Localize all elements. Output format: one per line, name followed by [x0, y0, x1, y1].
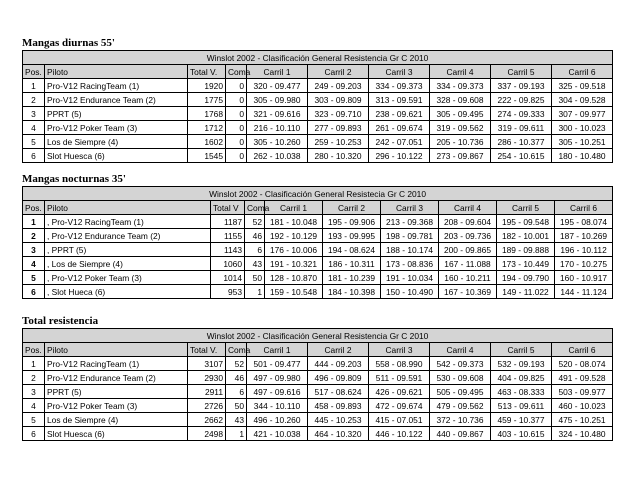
- lane-cell: 305 - 09.980: [247, 93, 308, 107]
- lane-cell: 426 - 09.621: [369, 385, 430, 399]
- lane-cell: 458 - 09.893: [308, 399, 369, 413]
- total-laps-cell: 1187: [211, 215, 245, 229]
- column-header: Carril 4: [430, 343, 491, 357]
- total-laps-cell: 953: [211, 285, 245, 299]
- lane-cell: 144 - 11.124: [555, 285, 613, 299]
- lane-cell: 280 - 10.320: [308, 149, 369, 163]
- coma-cell: 43: [245, 257, 265, 271]
- lane-cell: 325 - 09.518: [552, 79, 613, 93]
- coma-cell: 1: [226, 427, 247, 441]
- section-title: Total resistencia: [22, 315, 99, 327]
- driver-cell: , Slot Hueca (6): [45, 285, 211, 299]
- table-caption-row: [23, 187, 613, 201]
- lane-cell: 496 - 10.260: [247, 413, 308, 427]
- lane-cell: 444 - 09.203: [308, 357, 369, 371]
- total-laps-cell: 1014: [211, 271, 245, 285]
- lane-cell: 196 - 10.112: [555, 243, 613, 257]
- column-header: Carril 3: [369, 65, 430, 79]
- driver-cell: Pro-V12 RacingTeam (1): [45, 357, 188, 371]
- lane-cell: 188 - 10.174: [381, 243, 439, 257]
- lane-cell: 173 - 08.836: [381, 257, 439, 271]
- lane-cell: 277 - 09.893: [308, 121, 369, 135]
- lane-cell: 160 - 10.211: [439, 271, 497, 285]
- total-laps-cell: 1602: [188, 135, 226, 149]
- results-table: [22, 328, 613, 441]
- lane-cell: 463 - 08.333: [491, 385, 552, 399]
- column-header: Carril 3: [381, 201, 439, 215]
- lane-cell: 334 - 09.373: [430, 79, 491, 93]
- column-header: Piloto: [45, 343, 188, 357]
- lane-cell: 262 - 10.038: [247, 149, 308, 163]
- coma-cell: 0: [226, 107, 247, 121]
- lane-cell: 274 - 09.333: [491, 107, 552, 121]
- lane-cell: 464 - 10.320: [308, 427, 369, 441]
- lane-cell: 128 - 10.870: [265, 271, 323, 285]
- lane-cell: 511 - 09.591: [369, 371, 430, 385]
- lane-cell: 160 - 10.917: [555, 271, 613, 285]
- column-header: Pos.: [23, 201, 45, 215]
- total-laps-cell: 1712: [188, 121, 226, 135]
- lane-cell: 222 - 09.825: [491, 93, 552, 107]
- driver-cell: Pro-V12 Poker Team (3): [45, 121, 188, 135]
- lane-cell: 479 - 09.562: [430, 399, 491, 413]
- coma-cell: 0: [226, 93, 247, 107]
- column-header: Carril 5: [491, 343, 552, 357]
- lane-cell: 193 - 09.995: [323, 229, 381, 243]
- lane-cell: 321 - 09.616: [247, 107, 308, 121]
- lane-cell: 517 - 08.624: [308, 385, 369, 399]
- lane-cell: 242 - 07.051: [369, 135, 430, 149]
- table-row: [23, 107, 613, 121]
- column-header: Carril 5: [491, 65, 552, 79]
- lane-cell: 296 - 10.122: [369, 149, 430, 163]
- column-header: Carril 2: [308, 343, 369, 357]
- coma-cell: 43: [226, 413, 247, 427]
- column-header: Carril 2: [323, 201, 381, 215]
- total-laps-cell: 3107: [188, 357, 226, 371]
- driver-cell: Los de Siempre (4): [45, 413, 188, 427]
- lane-cell: 320 - 09.477: [247, 79, 308, 93]
- coma-cell: 0: [226, 121, 247, 135]
- lane-cell: 203 - 09.736: [439, 229, 497, 243]
- results-table: [22, 186, 613, 299]
- lane-cell: 181 - 10.239: [323, 271, 381, 285]
- driver-cell: Pro-V12 Endurance Team (2): [45, 93, 188, 107]
- lane-cell: 195 - 09.906: [323, 215, 381, 229]
- coma-cell: 0: [226, 79, 247, 93]
- lane-cell: 403 - 10.615: [491, 427, 552, 441]
- lane-cell: 180 - 10.480: [552, 149, 613, 163]
- lane-cell: 323 - 09.710: [308, 107, 369, 121]
- position-cell: 1: [23, 79, 45, 93]
- table-row: [23, 371, 613, 385]
- position-cell: 6: [23, 149, 45, 163]
- table-row: [23, 271, 613, 285]
- table-row: [23, 399, 613, 413]
- coma-cell: 50: [245, 271, 265, 285]
- coma-cell: 46: [226, 371, 247, 385]
- section-title: Mangas diurnas 55': [22, 37, 115, 49]
- lane-cell: 200 - 09.865: [439, 243, 497, 257]
- lane-cell: 208 - 09.604: [439, 215, 497, 229]
- position-cell: 5: [23, 135, 45, 149]
- total-laps-cell: 1768: [188, 107, 226, 121]
- column-header: Carril 3: [369, 343, 430, 357]
- driver-cell: , Pro-V12 RacingTeam (1): [45, 215, 211, 229]
- position-cell: 6: [23, 285, 45, 299]
- table-header-row: [23, 201, 613, 215]
- lane-cell: 195 - 08.074: [555, 215, 613, 229]
- position-cell: 2: [23, 229, 45, 243]
- lane-cell: 173 - 10.449: [497, 257, 555, 271]
- lane-cell: 216 - 10.110: [247, 121, 308, 135]
- driver-cell: Slot Huesca (6): [45, 427, 188, 441]
- table-caption-row: [23, 51, 613, 65]
- position-cell: 1: [23, 215, 45, 229]
- lane-cell: 459 - 10.377: [491, 413, 552, 427]
- table-row: [23, 215, 613, 229]
- lane-cell: 446 - 10.122: [369, 427, 430, 441]
- column-header: Carril 5: [497, 201, 555, 215]
- lane-cell: 530 - 09.608: [430, 371, 491, 385]
- position-cell: 3: [23, 385, 45, 399]
- position-cell: 5: [23, 271, 45, 285]
- coma-cell: 52: [245, 215, 265, 229]
- lane-cell: 305 - 09.495: [430, 107, 491, 121]
- total-laps-cell: 2498: [188, 427, 226, 441]
- column-header: Carril 6: [552, 343, 613, 357]
- lane-cell: 261 - 09.674: [369, 121, 430, 135]
- coma-cell: 6: [245, 243, 265, 257]
- lane-cell: 319 - 09.611: [491, 121, 552, 135]
- position-cell: 3: [23, 107, 45, 121]
- driver-cell: Pro-V12 Poker Team (3): [45, 399, 188, 413]
- table-caption: Winslot 2002 - Clasificación General Resistecia Gr C 2010: [23, 187, 613, 201]
- table-row: [23, 257, 613, 271]
- total-laps-cell: 1920: [188, 79, 226, 93]
- driver-cell: , Los de Siempre (4): [45, 257, 211, 271]
- lane-cell: 460 - 10.023: [552, 399, 613, 413]
- table-row: [23, 385, 613, 399]
- column-header: Total V.: [188, 343, 226, 357]
- coma-cell: 52: [226, 357, 247, 371]
- column-header: Carril 6: [555, 201, 613, 215]
- coma-cell: 50: [226, 399, 247, 413]
- lane-cell: 372 - 10.736: [430, 413, 491, 427]
- total-laps-cell: 2726: [188, 399, 226, 413]
- position-cell: 2: [23, 371, 45, 385]
- lane-cell: 286 - 10.377: [491, 135, 552, 149]
- column-header: Carril 1: [265, 201, 323, 215]
- driver-cell: , Pro-V12 Poker Team (3): [45, 271, 211, 285]
- lane-cell: 505 - 09.495: [430, 385, 491, 399]
- lane-cell: 198 - 09.781: [381, 229, 439, 243]
- column-header: Coma: [245, 201, 265, 215]
- column-header: Carril 2: [308, 65, 369, 79]
- table-caption: Winslot 2002 - Clasificación General Resistencia Gr C 2010: [23, 51, 613, 65]
- lane-cell: 184 - 10.398: [323, 285, 381, 299]
- table-row: [23, 149, 613, 163]
- lane-cell: 501 - 09.477: [247, 357, 308, 371]
- column-header: Total V.: [188, 65, 226, 79]
- lane-cell: 194 - 09.790: [497, 271, 555, 285]
- position-cell: 2: [23, 93, 45, 107]
- lane-cell: 337 - 09.193: [491, 79, 552, 93]
- lane-cell: 213 - 09.368: [381, 215, 439, 229]
- driver-cell: PPRT (5): [45, 107, 188, 121]
- lane-cell: 542 - 09.373: [430, 357, 491, 371]
- lane-cell: 503 - 09.977: [552, 385, 613, 399]
- lane-cell: 491 - 09.528: [552, 371, 613, 385]
- table-row: [23, 427, 613, 441]
- lane-cell: 167 - 10.369: [439, 285, 497, 299]
- table-caption: Winslot 2002 - Clasificación General Resistencia Gr C 2010: [23, 329, 613, 343]
- lane-cell: 344 - 10.110: [247, 399, 308, 413]
- total-laps-cell: 2930: [188, 371, 226, 385]
- column-header: Pos.: [23, 343, 45, 357]
- lane-cell: 192 - 10.129: [265, 229, 323, 243]
- table-row: [23, 79, 613, 93]
- coma-cell: 6: [226, 385, 247, 399]
- driver-cell: PPRT (5): [45, 385, 188, 399]
- lane-cell: 475 - 10.251: [552, 413, 613, 427]
- lane-cell: 558 - 08.990: [369, 357, 430, 371]
- column-header: Carril 4: [430, 65, 491, 79]
- lane-cell: 176 - 10.006: [265, 243, 323, 257]
- position-cell: 3: [23, 243, 45, 257]
- table-row: [23, 229, 613, 243]
- lane-cell: 170 - 10.275: [555, 257, 613, 271]
- lane-cell: 159 - 10.548: [265, 285, 323, 299]
- table-row: [23, 413, 613, 427]
- lane-cell: 513 - 09.611: [491, 399, 552, 413]
- table-row: [23, 357, 613, 371]
- lane-cell: 191 - 10.034: [381, 271, 439, 285]
- position-cell: 4: [23, 121, 45, 135]
- results-table: [22, 50, 613, 163]
- lane-cell: 254 - 10.615: [491, 149, 552, 163]
- table-row: [23, 93, 613, 107]
- column-header: Total V: [211, 201, 245, 215]
- table-row: [23, 135, 613, 149]
- total-laps-cell: 1775: [188, 93, 226, 107]
- lane-cell: 404 - 09.825: [491, 371, 552, 385]
- column-header: Pos.: [23, 65, 45, 79]
- lane-cell: 182 - 10.001: [497, 229, 555, 243]
- lane-cell: 334 - 09.373: [369, 79, 430, 93]
- lane-cell: 415 - 07.051: [369, 413, 430, 427]
- lane-cell: 319 - 09.562: [430, 121, 491, 135]
- driver-cell: Pro-V12 Endurance Team (2): [45, 371, 188, 385]
- table-header-row: [23, 343, 613, 357]
- column-header: Piloto: [45, 65, 188, 79]
- lane-cell: 259 - 10.253: [308, 135, 369, 149]
- position-cell: 5: [23, 413, 45, 427]
- table-header-row: [23, 65, 613, 79]
- driver-cell: Slot Huesca (6): [45, 149, 188, 163]
- driver-cell: , PPRT (5): [45, 243, 211, 257]
- table-row: [23, 121, 613, 135]
- lane-cell: 195 - 09.548: [497, 215, 555, 229]
- coma-cell: 0: [226, 149, 247, 163]
- driver-cell: Los de Siempre (4): [45, 135, 188, 149]
- lane-cell: 238 - 09.621: [369, 107, 430, 121]
- lane-cell: 496 - 09.809: [308, 371, 369, 385]
- lane-cell: 191 - 10.321: [265, 257, 323, 271]
- column-header: Carril 6: [552, 65, 613, 79]
- column-header: Piloto: [45, 201, 211, 215]
- total-laps-cell: 1143: [211, 243, 245, 257]
- table-caption-row: [23, 329, 613, 343]
- column-header: Coma: [226, 343, 247, 357]
- position-cell: 1: [23, 357, 45, 371]
- lane-cell: 497 - 09.616: [247, 385, 308, 399]
- lane-cell: 300 - 10.023: [552, 121, 613, 135]
- coma-cell: 1: [245, 285, 265, 299]
- lane-cell: 249 - 09.203: [308, 79, 369, 93]
- lane-cell: 303 - 09.809: [308, 93, 369, 107]
- lane-cell: 305 - 10.251: [552, 135, 613, 149]
- position-cell: 4: [23, 399, 45, 413]
- driver-cell: , Pro-V12 Endurance Team (2): [45, 229, 211, 243]
- lane-cell: 167 - 11.088: [439, 257, 497, 271]
- position-cell: 4: [23, 257, 45, 271]
- total-laps-cell: 1155: [211, 229, 245, 243]
- column-header: Carril 4: [439, 201, 497, 215]
- lane-cell: 194 - 08.624: [323, 243, 381, 257]
- lane-cell: 189 - 09.888: [497, 243, 555, 257]
- column-header: Carril 1: [247, 343, 308, 357]
- table-row: [23, 243, 613, 257]
- lane-cell: 181 - 10.048: [265, 215, 323, 229]
- lane-cell: 305 - 10.260: [247, 135, 308, 149]
- total-laps-cell: 2662: [188, 413, 226, 427]
- column-header: Carril 1: [247, 65, 308, 79]
- section-nocturnas: [22, 173, 612, 299]
- coma-cell: 0: [226, 135, 247, 149]
- coma-cell: 46: [245, 229, 265, 243]
- section-title: Mangas nocturnas 35': [22, 173, 126, 185]
- lane-cell: 328 - 09.608: [430, 93, 491, 107]
- section-total: [22, 315, 612, 441]
- section-diurnas: [22, 37, 612, 163]
- table-row: [23, 285, 613, 299]
- lane-cell: 307 - 09.977: [552, 107, 613, 121]
- lane-cell: 421 - 10.038: [247, 427, 308, 441]
- lane-cell: 445 - 10.253: [308, 413, 369, 427]
- position-cell: 6: [23, 427, 45, 441]
- total-laps-cell: 1545: [188, 149, 226, 163]
- lane-cell: 273 - 09.867: [430, 149, 491, 163]
- lane-cell: 324 - 10.480: [552, 427, 613, 441]
- total-laps-cell: 1060: [211, 257, 245, 271]
- total-laps-cell: 2911: [188, 385, 226, 399]
- lane-cell: 472 - 09.674: [369, 399, 430, 413]
- lane-cell: 150 - 10.490: [381, 285, 439, 299]
- lane-cell: 440 - 09.867: [430, 427, 491, 441]
- lane-cell: 205 - 10.736: [430, 135, 491, 149]
- lane-cell: 149 - 11.022: [497, 285, 555, 299]
- driver-cell: Pro-V12 RacingTeam (1): [45, 79, 188, 93]
- lane-cell: 187 - 10.269: [555, 229, 613, 243]
- lane-cell: 186 - 10.311: [323, 257, 381, 271]
- lane-cell: 497 - 09.980: [247, 371, 308, 385]
- lane-cell: 520 - 08.074: [552, 357, 613, 371]
- column-header: Coma: [226, 65, 247, 79]
- lane-cell: 532 - 09.193: [491, 357, 552, 371]
- lane-cell: 313 - 09.591: [369, 93, 430, 107]
- lane-cell: 304 - 09.528: [552, 93, 613, 107]
